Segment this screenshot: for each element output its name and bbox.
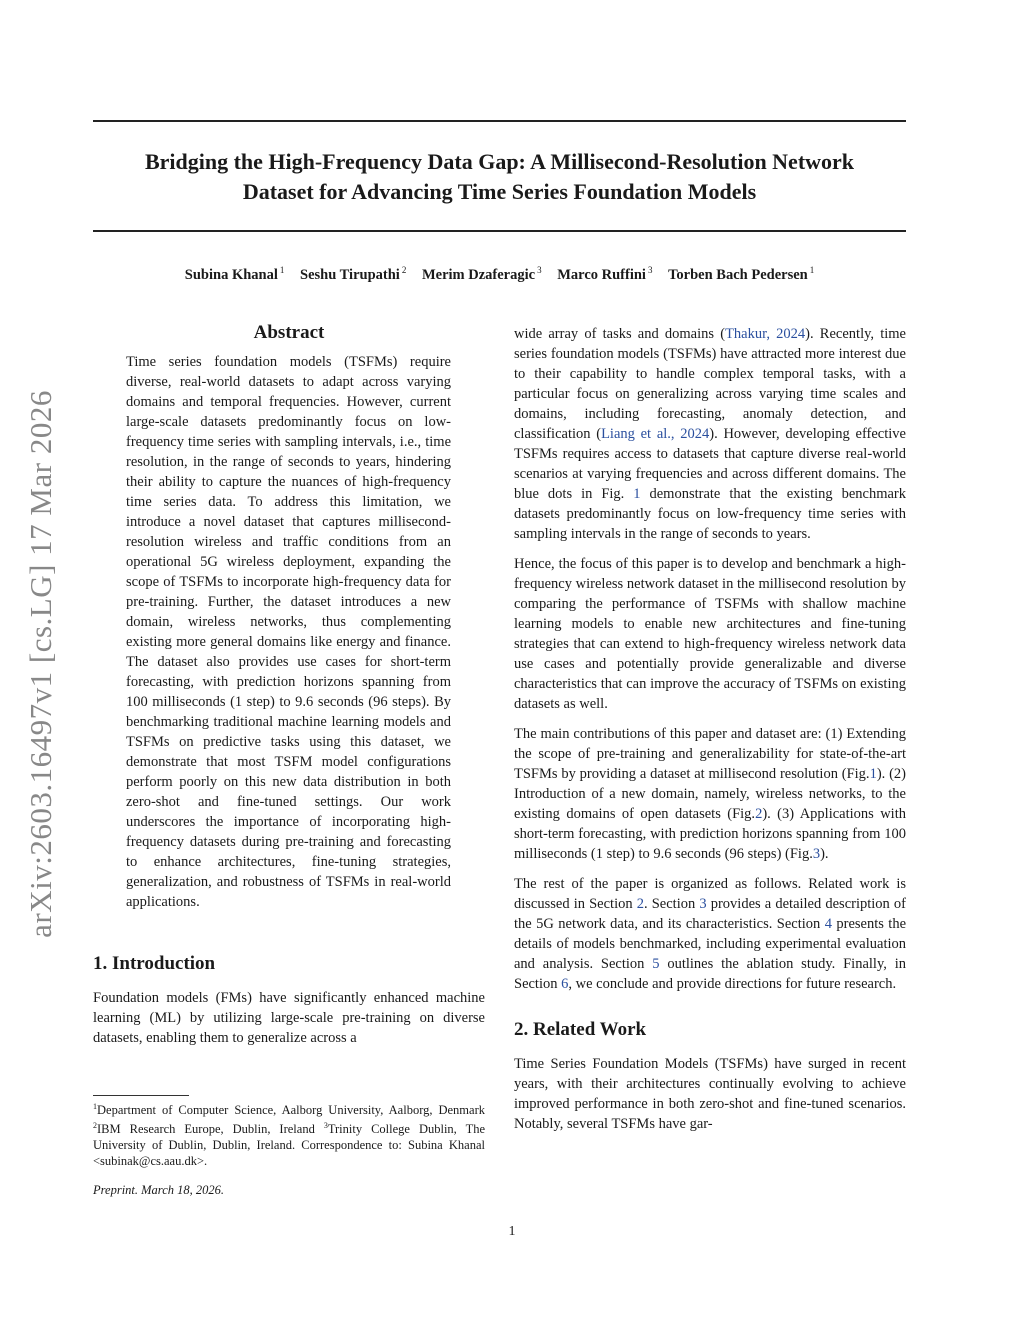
related-work-paragraph: Time Series Foundation Models (TSFMs) have surged in recent years, with their architectures continually evolving to achieve improved performance in both zero-shot and fine-tuned scenarios. Notably, several TSFMs have gar- — [514, 1056, 906, 1132]
author: Merim Dzaferagic $^3$ — [421, 265, 542, 283]
arxiv-identifier: arXiv:2603.16497v1 [cs.LG] 17 Mar 2026 — [23, 390, 58, 938]
paper-title — [93, 147, 906, 207]
author: Subina Khanal $^1$ — [184, 265, 285, 283]
introduction-heading: 1. Introduction — [93, 953, 216, 974]
section-link[interactable]: 4 — [824, 916, 832, 932]
citation-link[interactable]: Thakur, 2024 — [725, 326, 806, 342]
figure-link[interactable]: 1 — [633, 486, 641, 502]
section-link[interactable]: 5 — [652, 956, 660, 972]
title-line-1: Bridging the High-Frequency Data Gap: A Millisecond-Resolution Network — [144, 149, 855, 174]
title-top-rule — [93, 120, 906, 122]
title-line-2: Dataset for Advancing Time Series Foundation Models — [242, 179, 757, 204]
abstract-body: Time series foundation models (TSFMs) require diverse, real-world datasets to adapt across varying domains and temporal frequencies. However, current large-scale datasets predominantly focus on low-frequency time series with sampling intervals, i.e., time resolution, in the range of seconds to years, hindering their ability to capture the nuances of high-frequency time series data. To address this limitation, we introduce a novel dataset that captures millisecond-resolution wireless and traffic conditions from an operational 5G wireless deployment, expanding the scope of TSFMs to incorporate high-frequency data for pre-training. Further, the dataset introduces a new domain, wireless networks, thus complementing existing more general domains like energy and finance. The dataset also provides use cases for short-term forecasting, with prediction horizons spanning from 100 milliseconds (1 step) to 9.6 seconds (96 steps). By benchmarking traditional machine learning models and TSFMs on predictive tasks using this dataset, we demonstrate that most TSFM model configurations perform poorly on this new data distribution in both zero-shot and fine-tuned settings. Our work underscores the importance of incorporating high-frequency datasets during pre-training and forecasting to enhance architectures, fine-tuning strategies, generalization, and robustness of TSFMs in real-world applications. — [126, 354, 451, 910]
figure-link[interactable]: 2 — [755, 806, 763, 822]
section-link[interactable]: 6 — [561, 976, 569, 992]
right-column — [514, 324, 906, 1144]
figure-link[interactable]: 1 — [869, 766, 877, 782]
author: Marco Ruffini $^3$ — [557, 265, 653, 283]
section-link[interactable]: 2 — [636, 896, 644, 912]
page-number: 1 — [508, 1224, 516, 1239]
introduction-paragraph: Foundation models (FMs) have significantly enhanced machine learning (ML) by utilizing large-scale pre-training on diverse datasets, enabling them to generalize across a — [93, 990, 485, 1046]
footnote-rule — [93, 1095, 189, 1096]
focus-paragraph: Hence, the focus of this paper is to develop and benchmark a high-frequency wireless network dataset in the millisecond resolution by comparing the performance of TSFMs with shallow machine learning models to enable new architectures and fine-tuning strategies that can extend to high-frequency wireless network data use cases and potentially provide generalizable and diverse characteristics that can improve the accuracy of TSFMs on existing datasets as well. — [514, 556, 906, 712]
figure-link[interactable]: 3 — [812, 846, 821, 862]
abstract-heading: Abstract — [253, 322, 325, 343]
author-list — [93, 265, 906, 284]
title-bottom-rule — [93, 230, 906, 232]
preprint-note: Preprint. March 18, 2026. — [93, 1183, 225, 1197]
left-column — [93, 320, 485, 1058]
contributions-paragraph: The main contributions of this paper and dataset are: (1) Extending the scope of pre-training and generalizability for state-of-the-art TSFMs by providing a dataset at millisecond resolution (Fig.1). (2) Introduction of a new domain, namely, wireless networks, to the existing domains of open datasets (Fig.2). (3) Applications with short-term forecasting, with prediction horizons spanning from 100 milliseconds (1 step) to 9.6 seconds (96 steps) (Fig.3). — [514, 726, 906, 862]
organization-paragraph: The rest of the paper is organized as follows. Related work is discussed in Section 2. Section 3 provides a detailed description of the 5G network data, and its characteristics. Section 4 presents the details of models benchmarked, including experimental evaluation and analysis. Section 5 outlines the ablation study. Finally, in Section 6, we conclude and provide directions for future research. — [514, 876, 907, 992]
section-link[interactable]: 3 — [699, 896, 707, 912]
author: Seshu Tirupathi $^2$ — [300, 265, 407, 283]
related-work-heading: 2. Related Work — [514, 1019, 647, 1040]
affiliation-footnote: $^1$Department of Computer Science, Aalborg University, Aalborg, Denmark $^2$IBM Research Europe, Dublin, Ireland $^3$Trinity College Dublin, The University of Dublin, Dublin, Ireland. Correspondence to: Subina Khanal <subinak@cs.aau.dk>. — [93, 1102, 485, 1169]
intro-continued-paragraph: wide array of tasks and domains (Thakur, 2024). Recently, time series foundation models (TSFMs) have attracted more interest due to their capability to handle complex temporal tasks, with a particular focus on generalizing across varying time scales and domains, including forecasting, anomaly detection, and classification (Liang et al., 2024). However, developing effective TSFMs requires access to datasets that capture diverse real-world scenarios at varying frequencies and across different domains. The blue dots in Fig. 1 demonstrate that the existing benchmark datasets predominantly focus on low-frequency time series with sampling intervals in the range of seconds to years. — [514, 326, 907, 542]
author: Torben Bach Pedersen $^1$ — [668, 265, 815, 283]
citation-link[interactable]: Liang et al., 2024 — [601, 426, 710, 442]
